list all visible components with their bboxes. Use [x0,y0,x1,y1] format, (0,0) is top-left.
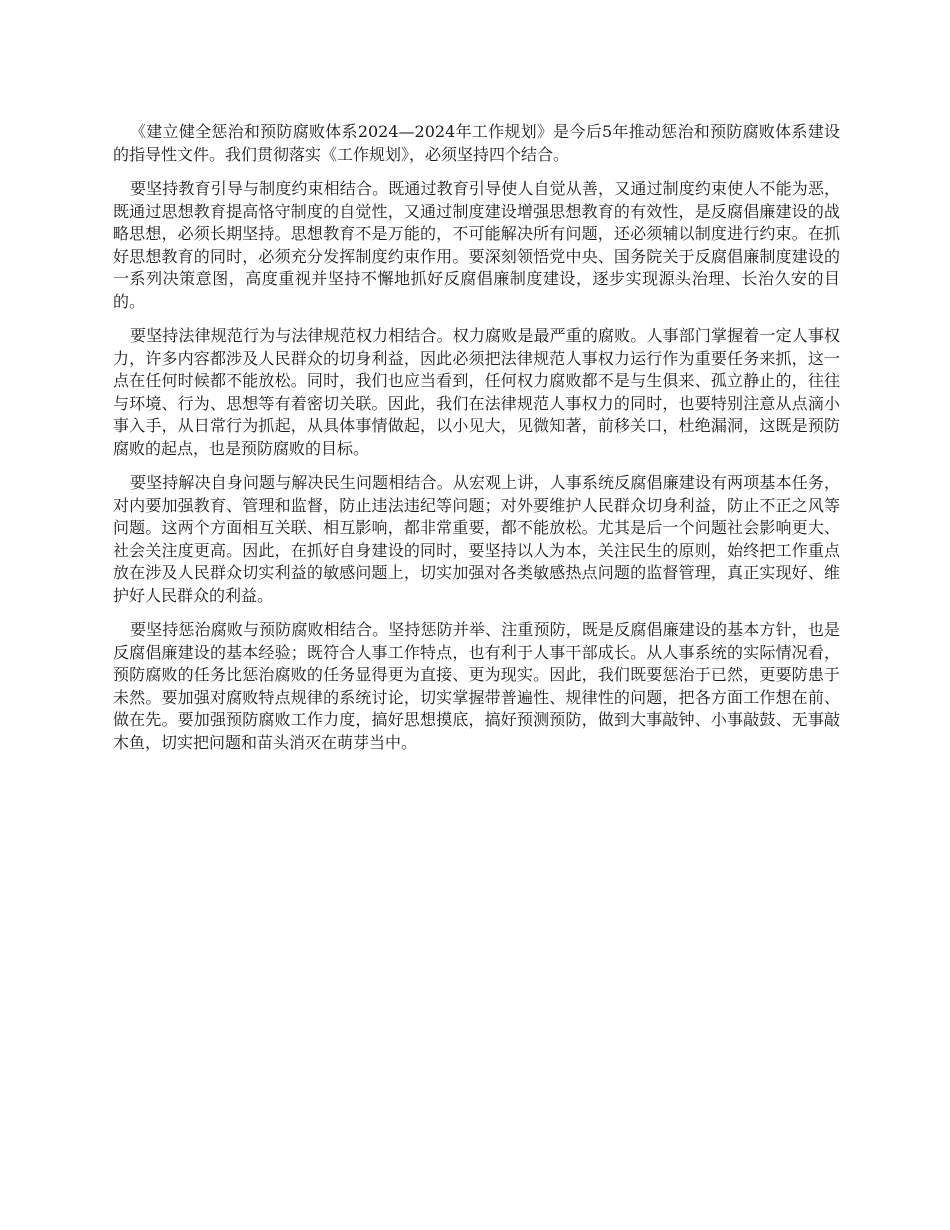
document-body [113,121,840,766]
paragraph-education-and-institution: 要坚持教育引导与制度约束相结合。既通过教育引导使人自觉从善，又通过制度约束使人不能为恶，既通过思想教育提高恪守制度的自觉性，又通过制度建设增强思想教育的有效性，是反腐倡廉建设的战略思想，必须长期坚持。思想教育不是万能的，不可能解决所有问题，还必须辅以制度进行约束。在抓好思想教育的同时，必须充分发挥制度约束作用。要深刻领悟党中央、国务院关于反腐倡廉制度建设的一系列决策意图，高度重视并坚持不懈地抓好反腐倡廉制度建设，逐步实现源头治理、长治久安的目的。 [113,179,840,311]
paragraph-law-and-power: 要坚持法律规范行为与法律规范权力相结合。权力腐败是最严重的腐败。人事部门掌握着一定人事权力，许多内容都涉及人民群众的切身利益，因此必须把法律规范人事权力运行作为重要任务来抓，这一点在任何时候都不能放松。同时，我们也应当看到，任何权力腐败都不是与生俱来、孤立静止的，往往与环境、行为、思想等有着密切关联。因此，我们在法律规范人事权力的同时，也要特别注意从点滴小事入手，从日常行为抓起，从具体事情做起，以小见大，见微知著，前移关口，杜绝漏洞，这既是预防腐败的起点，也是预防腐败的目标。 [113,326,840,458]
paragraph-intro: 《建立健全惩治和预防腐败体系2024—2024年工作规划》是今后5年推动惩治和预防腐败体系建设的指导性文件。我们贯彻落实《工作规划》，必须坚持四个结合。 [113,122,840,164]
paragraph-punish-and-prevent: 要坚持惩治腐败与预防腐败相结合。坚持惩防并举、注重预防，既是反腐倡廉建设的基本方针，也是反腐倡廉建设的基本经验；既符合人事工作特点，也有利于人事干部成长。从人事系统的实际情况看，预防腐败的任务比惩治腐败的任务显得更为直接、更为现实。因此，我们既要惩治于已然，更要防患于未然。要加强对腐败特点规律的系统讨论，切实掌握带普遍性、规律性的问题，把各方面工作想在前、做在先。要加强预防腐败工作力度，搞好思想摸底，搞好预测预防，做到大事敲钟、小事敲鼓、无事敲木鱼，切实把问题和苗头消灭在萌芽当中。 [113,620,840,752]
paragraph-self-and-livelihood: 要坚持解决自身问题与解决民生问题相结合。从宏观上讲，人事系统反腐倡廉建设有两项基本任务，对内要加强教育、管理和监督，防止违法违纪等问题；对外要维护人民群众切身利益，防止不正之风等问题。这两个方面相互关联、相互影响，都非常重要，都不能放松。尤其是后一个问题社会影响更大、社会关注度更高。因此，在抓好自身建设的同时，要坚持以人为本，关注民生的原则，始终把工作重点放在涉及人民群众切实利益的敏感问题上，切实加强对各类敏感热点问题的监督管理，真正实现好、维护好人民群众的利益。 [113,473,840,605]
